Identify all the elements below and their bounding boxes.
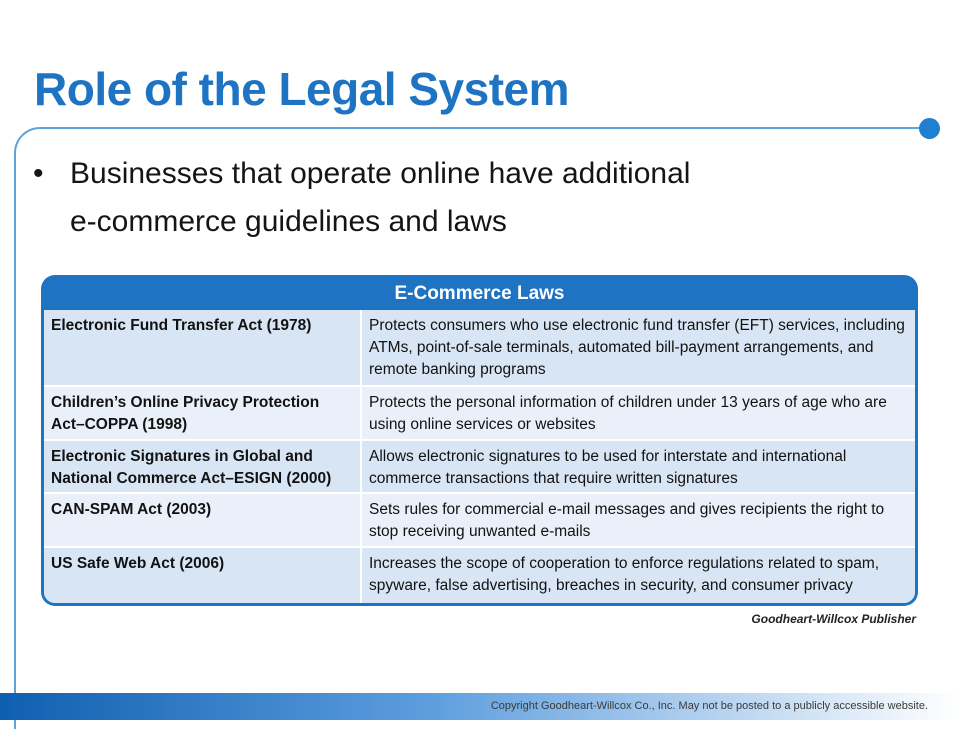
slide-title: Role of the Legal System [34,63,570,115]
law-description-cell: Protects consumers who use electronic fund transfer (EFT) services, including ATMs, point-of-sale terminals, automated bill-payment arrangements, and remote banking programs [362,310,915,385]
law-name-cell: Children’s Online Privacy Protection Act–COPPA (1998) [44,387,362,439]
table-row [44,441,915,494]
bullet-text [70,150,830,246]
copyright-notice: Copyright Goodheart-Willcox Co., Inc. May not be posted to a publicly accessible website. [490,700,928,712]
table-row [44,494,915,548]
table-row [44,387,915,441]
law-name-cell: Electronic Fund Transfer Act (1978) [44,310,362,385]
bullet-line-1: Businesses that operate online have additional [70,157,691,190]
table-header: E-Commerce Laws [394,283,565,304]
ecommerce-laws-table [41,275,918,606]
law-description-cell: Sets rules for commercial e-mail messages and gives recipients the right to stop receiving unwanted e-mails [362,494,915,546]
law-description-cell: Allows electronic signatures to be used for interstate and international commerce transactions that require written signatures [362,441,915,492]
bullet-line-2: e-commerce guidelines and laws [70,205,507,238]
law-description-cell: Protects the personal information of children under 13 years of age who are using online services or websites [362,387,915,439]
law-name-cell: US Safe Web Act (2006) [44,548,362,603]
table-row [44,548,915,603]
table-body [44,310,915,603]
law-name-cell: Electronic Signatures in Global and National Commerce Act–ESIGN (2000) [44,441,362,492]
decorative-dot [919,118,940,139]
bullet-icon: • [33,157,44,190]
table-row [44,310,915,387]
source-credit: Goodheart-Willcox Publisher [751,612,916,626]
footer-bar [0,693,960,720]
law-description-cell: Increases the scope of cooperation to enforce regulations related to spam, spyware, false advertising, breaches in security, and consumer privacy [362,548,915,603]
law-name-cell: CAN-SPAM Act (2003) [44,494,362,546]
